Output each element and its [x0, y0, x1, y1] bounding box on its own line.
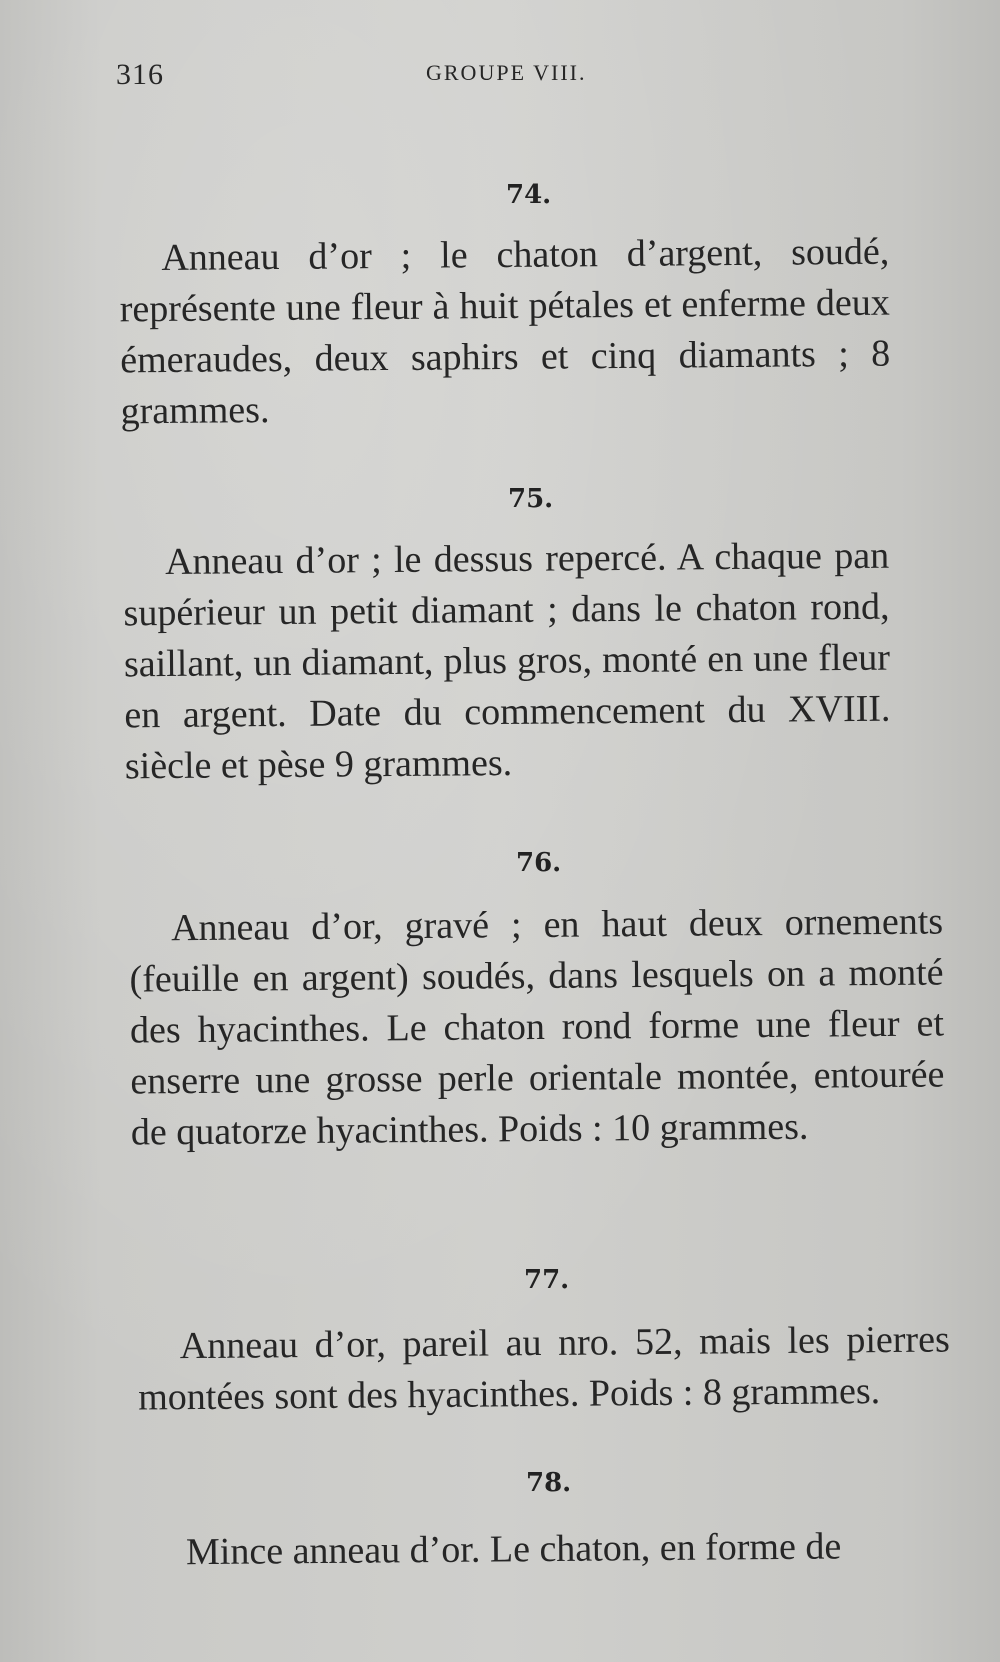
entry-text: Anneau d’or, gravé ; en haut deux ornements (feuille en argent) soudés, dans lesquels on a monté des hyacinthes. Le chaton rond forme une fleur et enserre une grosse perle orientale montée, entourée de quatorze hyacinthes. Poids : 10 grammes. — [129, 900, 945, 1154]
page-number: 316 — [116, 58, 164, 91]
entry-number: 76. — [516, 848, 562, 878]
entry-number: 78. — [526, 1468, 572, 1498]
running-head — [116, 58, 896, 98]
entry-number: 77. — [524, 1265, 570, 1295]
entry-text: Anneau d’or ; le dessus repercé. A chaque pan supérieur un petit diamant ; dans le chaton rond, saillant, un diamant, plus gros, monté en une fleur en argent. Date du commencement du XVIII. siècle et pèse 9 grammes. — [123, 534, 891, 788]
entry-text: Mince anneau d’or. Le chaton, en forme de — [185, 1525, 842, 1574]
entry-text: Anneau d’or ; le chaton d’argent, soudé, représente une fleur à huit pétales et enferme deux émeraudes, deux saphirs et cinq diamants ; 8 grammes. — [119, 230, 891, 433]
entry-number: 75. — [508, 484, 554, 514]
entry-number: 74. — [506, 180, 552, 210]
group-title: GROUPE VIII. — [426, 60, 587, 85]
entry-text: Anneau d’or, pareil au nro. 52, mais les pierres montées sont des hyacinthes. Poids : 8 grammes. — [138, 1318, 950, 1419]
